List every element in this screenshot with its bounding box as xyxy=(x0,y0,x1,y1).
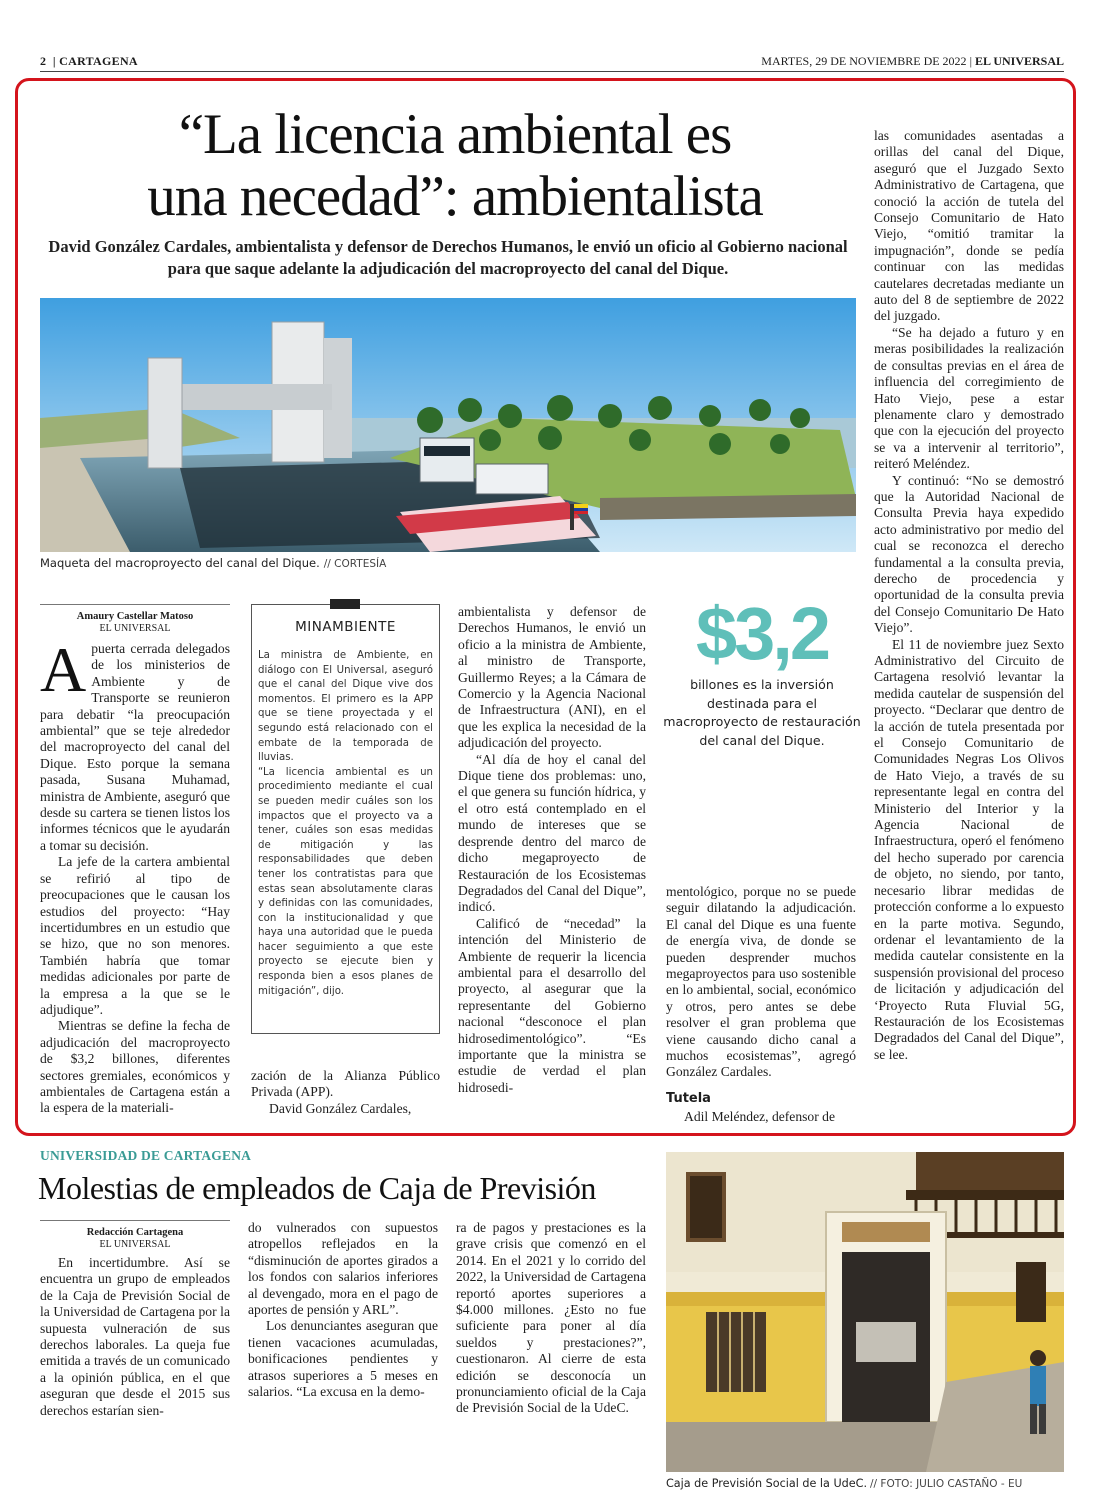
building-illustration xyxy=(666,1152,1064,1472)
photo-caption xyxy=(40,556,856,570)
second-caption-text: Caja de Previsión Social de la UdeC. xyxy=(666,1477,867,1490)
column-5-paragraph-1: las comunidades asentadas a orillas del canal del Dique, aseguró que el Juzgado Sexto Administrativo de Cartagena, que conoció la acción de tutela del Consejo Comunitario de Hato Viejo, “omitió tramitar la impugnación”, donde se pedía continuar con las medidas cautelares decretadas mediante un auto del 8 de septiembre de 2022 del juzgado. xyxy=(874,128,1064,324)
headline-line-2: una necedad”: ambientalista xyxy=(147,165,763,228)
main-headline xyxy=(60,104,850,228)
second-column-1-text: En incertidumbre. Así se encuentra un grupo de empleados de la Caja de Previsión Social de la Universidad de Cartagena por la supuesta vulneración de sus derechos laborales. La queja fue emitida a través de un comunicado a la opinión pública, en el que aseguran que desde el 2015 sus derechos estarían sien- xyxy=(40,1255,230,1418)
byline-rule xyxy=(40,604,230,605)
page-folio xyxy=(40,52,1064,72)
newspaper-name: EL UNIVERSAL xyxy=(974,54,1064,68)
column-2-paragraph: David González Cardales, xyxy=(269,1100,412,1116)
main-deck: David González Cardales, ambientalista y defensor de Derechos Humanos, le envió un oficio al Gobierno nacional para que saque adelante la adjudicación del macroproyecto del canal del Dique. xyxy=(48,237,848,278)
column-5-paragraph-2: “Se ha dejado a futuro y en meras posibilidades la realización de consultas previas en el área de influencia del corregimiento de Hato Viejo, pese a estar plenamente claro y demostrado que con la ejecución del proyecto se va a intervenir al territorio”, reiteró Meléndez. xyxy=(874,324,1064,472)
column-5-paragraph-4: El 11 de noviembre juez Sexto Administrativo del Circuito de Cartagena resolvió levantar la medida cautelar de suspensión del proyecto. “Declarar que dentro de la acción de tutela presentada por el Consejo Comunitario de Comunidades Negras Los Olivos de Hato Viejo, a través de su representante legal en contra del Ministerio del Interior y la Agencia Nacional de Infraestructura, operó el fenómeno del hecho superado por carencia de objeto, no siendo, por tanto, necesario librar medidas de protección conforme a lo expuesto en la parte motiva. Segundo, ordenar el levantamiento de la medida cautelar consistente en la suspensión provisional del proceso de licitación y adjudicación del ‘Proyecto Ruta Fluvial 5G, Restauración de los Ecosistemas Degradados del Canal del Dique”, se lee. xyxy=(874,636,1064,1062)
investment-figure-text: billones es la inversión destinada para el macroproyecto de restauración del canal del Dique. xyxy=(663,677,861,748)
minambiente-sidebar xyxy=(251,604,440,1034)
column-4-paragraph-1: mentológico, porque no se puede seguir dilatando la adjudicación. El canal del Dique es una fuente de energía viva, de donde se pueden desprender muchos megaproyectos para uso sostenible en lo ambiental, social, económico y otros, pero antes se debe resolver el gran problema que viene causando dicho canal a muchos ecosistemas”, agregó González Cardales. xyxy=(666,884,856,1080)
paragraph-1 xyxy=(40,634,230,854)
headline-line-1: “La licencia ambiental es xyxy=(178,103,732,166)
column-3-paragraph-1: ambientalista y defensor de Derechos Humanos, le envió un oficio a la ministra de Ambiente, al ministro de Transporte, Guillermo Reyes; a la Cámara de Comercio y la Agencia Nacional de Infraestructura (ANI), en el que les explica la necesidad de la adjudicación del proyecto. xyxy=(458,604,646,751)
drop-cap: A xyxy=(40,634,87,705)
sidebar-title: MINAMBIENTE xyxy=(295,619,396,635)
second-column-3-text: ra de pagos y prestaciones es la grave crisis que comenzó en el 2014. En el 2021 y lo corrido del 2022, la Universidad de Cartagena reportó aportes superiores a $4.000 millones. ¿Esto no fue suficiente para poner al día sueldos y prestaciones?”, cuestionaron. Al cierre de esta edición se desconocía un pronunciamiento oficial de la Caja de Previsión Social de la UdeC. xyxy=(456,1220,646,1416)
column-3-paragraph-3: Calificó de “necedad” la intención del Ministerio de Ambiente de requerir la licencia ambiental para el desarrollo del proyecto, al asegurar que la representante del Gobierno nacional “desconoce el plan hidrosedimentológico”. “Es importante que la ministra se estudie de verdad el plan hidrosedi- xyxy=(458,915,646,1095)
investment-figure: $3,2 xyxy=(695,592,829,675)
subhead-tutela: Tutela xyxy=(666,1090,711,1106)
canal-model-photo xyxy=(40,298,856,552)
section-name: CARTAGENA xyxy=(59,54,138,68)
paragraph-3: Mientras se define la fecha de adjudicación del macroproyecto de $3,2 billones, diferentes sectores gremiales, económicos y ambientales de Cartagena están a la espera de la materiali- xyxy=(40,1018,230,1116)
column-2-continuation: zación de la Alianza Público Privada (APP). xyxy=(251,1068,440,1100)
second-article-column-1 xyxy=(40,1220,230,1419)
second-byline-author: Redacción Cartagena xyxy=(86,1227,184,1238)
second-column-2-paragraph-2: Los denunciantes aseguran que tienen vacaciones acumuladas, bonificaciones pendientes y atrasos superiores a 5 meses en salarios. “La excusa en la demo- xyxy=(248,1318,438,1400)
second-column-2-paragraph-1: do vulnerados con supuestos atropellos reflejados en la “disminución de aportes girados a los fondos con salarios inferiores al devengado, mora en el pago de aportes de pensión y ARL”. xyxy=(248,1220,438,1318)
sidebar-text xyxy=(258,649,433,999)
second-article-column-2 xyxy=(248,1220,438,1400)
folio-left: 2 | CARTAGENA xyxy=(40,54,138,68)
article-column-1 xyxy=(40,604,230,1116)
sidebar-bar xyxy=(330,599,360,609)
paragraph-1-text: puerta cerrada delegados de los ministerios de Ambiente y de Transporte se reunieron para debatir “la preocupación ambiental” que se teje alrededor del macroproyecto del canal del Dique. Esto porque la semana pasada, Susana Muhamad, ministra de Ambiente, aseguró que desde su cartera se tienen listos los informes técnicos que le ayudarán a tomar su decisión. xyxy=(40,641,230,853)
sidebar-paragraph-2: “La licencia ambiental es un procedimiento mediante el cual se pueden medir cuáles son los impactos que el proyecto va a tener, cuáles son esas medidas de mitigación y las responsabilidades que deben tener los contratistas para que estas sean absolutamente claras y definidas con las comunidades, con la institucionalidad y que haya una autoridad que le pueda hacer seguimiento a que este proyecto se ejecute bien y responda bien a esos planes de mitigación”, dijo. xyxy=(258,766,433,997)
column-4-paragraph-2: Adil Meléndez, defensor de xyxy=(684,1109,835,1125)
second-article-headline: Molestias de empleados de Caja de Previsión xyxy=(38,1170,596,1206)
page-number: 2 xyxy=(40,54,47,68)
second-caption-credit: // FOTO: JULIO CASTAÑO - EU xyxy=(870,1478,1023,1490)
article-column-4 xyxy=(666,884,856,1126)
second-photo-caption xyxy=(666,1477,1064,1490)
article-column-3 xyxy=(458,604,646,1096)
canal-model-illustration xyxy=(40,298,856,552)
second-article-kicker: UNIVERSIDAD DE CARTAGENA xyxy=(40,1148,252,1163)
paragraph-2: La jefe de la cartera ambiental se refirió al tipo de preocupaciones que le causan los estudios del proyecto: “Hay incertidumbres en un estudio que se hizo, que no son menores. También habría que tomar medidas adicionales por parte de la empresa a la que se le adjudique”. xyxy=(40,854,230,1017)
second-byline-rule xyxy=(40,1220,230,1221)
second-article-column-3 xyxy=(456,1220,646,1417)
sidebar-paragraph-1: La ministra de Ambiente, en diálogo con El Universal, aseguró que el canal del Dique vive dos momentos. El primero es la APP que se tiene proyectada y el segundo está relacionado con el embate de la temporada de lluvias. xyxy=(258,650,433,764)
caja-prevision-photo xyxy=(666,1152,1064,1472)
column-3-paragraph-2: “Al día de hoy el canal del Dique tiene dos problemas: uno, el que genera su función hídrica, y el otro está contemplado en el mundo de intereses que se desprende dentro del marco de dicho megaproyecto de Restauración de los Ecosistemas Degradados del Canal del Dique”, indicó. xyxy=(458,751,646,915)
column-5-paragraph-3: Y continuó: “No se demostró que la Autoridad Nacional de Consulta Previa haya expedido acto administrativo por medio del cual se reconozca el derecho fundamental a la consulta previa, derecho de procedencia y oportunidad de la consulta previa del Consejo Comunitario De Hato Viejo”. xyxy=(874,472,1064,636)
issue-date: MARTES, 29 DE NOVIEMBRE DE 2022 xyxy=(761,54,967,68)
folio-right: MARTES, 29 DE NOVIEMBRE DE 2022 | EL UNIVERSAL xyxy=(761,54,1064,68)
article-column-2 xyxy=(251,1068,440,1117)
byline-org: EL UNIVERSAL xyxy=(99,623,171,634)
second-byline-org: EL UNIVERSAL xyxy=(99,1239,171,1250)
caption-text: Maqueta del macroproyecto del canal del Dique. xyxy=(40,556,320,570)
caption-credit: // CORTESÍA xyxy=(323,558,387,570)
byline-author: Amaury Castellar Matoso xyxy=(76,611,194,622)
article-column-5 xyxy=(874,128,1064,1063)
